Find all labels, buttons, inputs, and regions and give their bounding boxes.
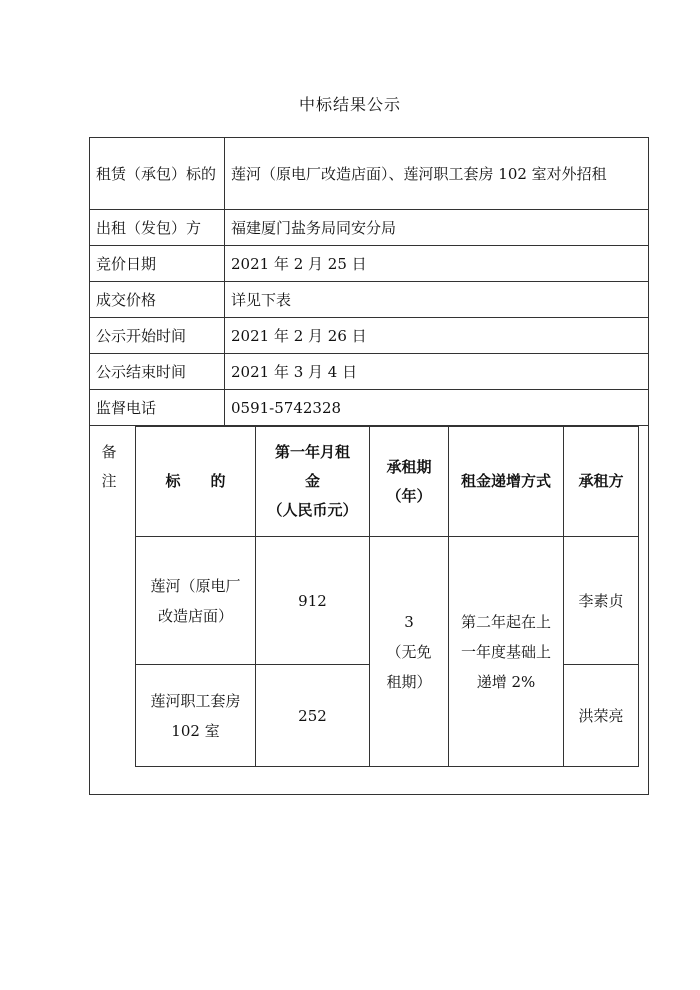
- row-value: 2021 年 2 月 26 日: [225, 318, 649, 354]
- header-term-line: （年）: [386, 486, 432, 505]
- remark-row: [90, 426, 649, 795]
- remark-label-line: 备: [101, 443, 117, 461]
- table-row: [90, 246, 649, 282]
- increase-line: 递增 2%: [476, 672, 536, 691]
- row-label: 监督电话: [90, 390, 225, 426]
- header-increase: 租金递增方式: [449, 427, 564, 537]
- header-rent-line: （人民币元）: [267, 501, 358, 519]
- remark-cell: [90, 426, 649, 795]
- subject-cell: [136, 665, 256, 767]
- row-label: 公示结束时间: [90, 354, 225, 390]
- rent-cell: 912: [256, 537, 370, 665]
- header-rent: [256, 427, 370, 537]
- row-value: 福建厦门盐务局同安分局: [225, 210, 649, 246]
- table-row: [90, 138, 649, 210]
- row-label: 竞价日期: [90, 246, 225, 282]
- lease-detail-table: [135, 426, 639, 767]
- table-row: [90, 282, 649, 318]
- term-line: 3: [404, 612, 414, 631]
- row-value: 详见下表: [225, 282, 649, 318]
- increase-cell: [449, 537, 564, 767]
- increase-line: 一年度基础上: [460, 642, 551, 661]
- tenant-cell: 李素贞: [564, 537, 639, 665]
- table-row: [90, 354, 649, 390]
- row-value: 2021 年 2 月 25 日: [225, 246, 649, 282]
- table-row: [90, 210, 649, 246]
- row-value: 莲河（原电厂改造店面）、莲河职工套房 102 室对外招租: [225, 138, 649, 210]
- term-cell: [370, 537, 449, 767]
- subject-line: 莲河职工套房: [150, 691, 241, 710]
- header-term-line: 承租期: [386, 457, 432, 476]
- subject-line: 102 室: [171, 721, 220, 740]
- header-tenant: 承租方: [564, 427, 639, 537]
- header-rent-line: 金: [304, 472, 320, 490]
- detail-row: [136, 537, 639, 665]
- rent-cell: 252: [256, 665, 370, 767]
- row-value: 0591-5742328: [225, 390, 649, 426]
- increase-line: 第二年起在上: [460, 612, 551, 631]
- row-label: 出租（发包）方: [90, 210, 225, 246]
- header-subject: 标 的: [136, 427, 256, 537]
- table-row: [90, 390, 649, 426]
- term-line: （无免: [386, 642, 432, 661]
- header-term: [370, 427, 449, 537]
- remark-label-line: 注: [101, 472, 117, 490]
- table-row: [90, 318, 649, 354]
- row-value: 2021 年 3 月 4 日: [225, 354, 649, 390]
- remark-label: [99, 438, 119, 496]
- subject-cell: [136, 537, 256, 665]
- row-label: 租赁（承包）标的: [90, 138, 225, 210]
- subject-line: 改造店面）: [157, 606, 233, 625]
- term-line: 租期）: [386, 672, 432, 691]
- page-title: 中标结果公示: [298, 95, 401, 114]
- header-rent-line: 第一年月租: [274, 443, 350, 461]
- detail-header-row: [136, 427, 639, 537]
- row-label: 成交价格: [90, 282, 225, 318]
- result-table: [89, 137, 649, 795]
- tenant-cell: 洪荣亮: [564, 665, 639, 767]
- row-label: 公示开始时间: [90, 318, 225, 354]
- subject-line: 莲河（原电厂: [150, 576, 241, 595]
